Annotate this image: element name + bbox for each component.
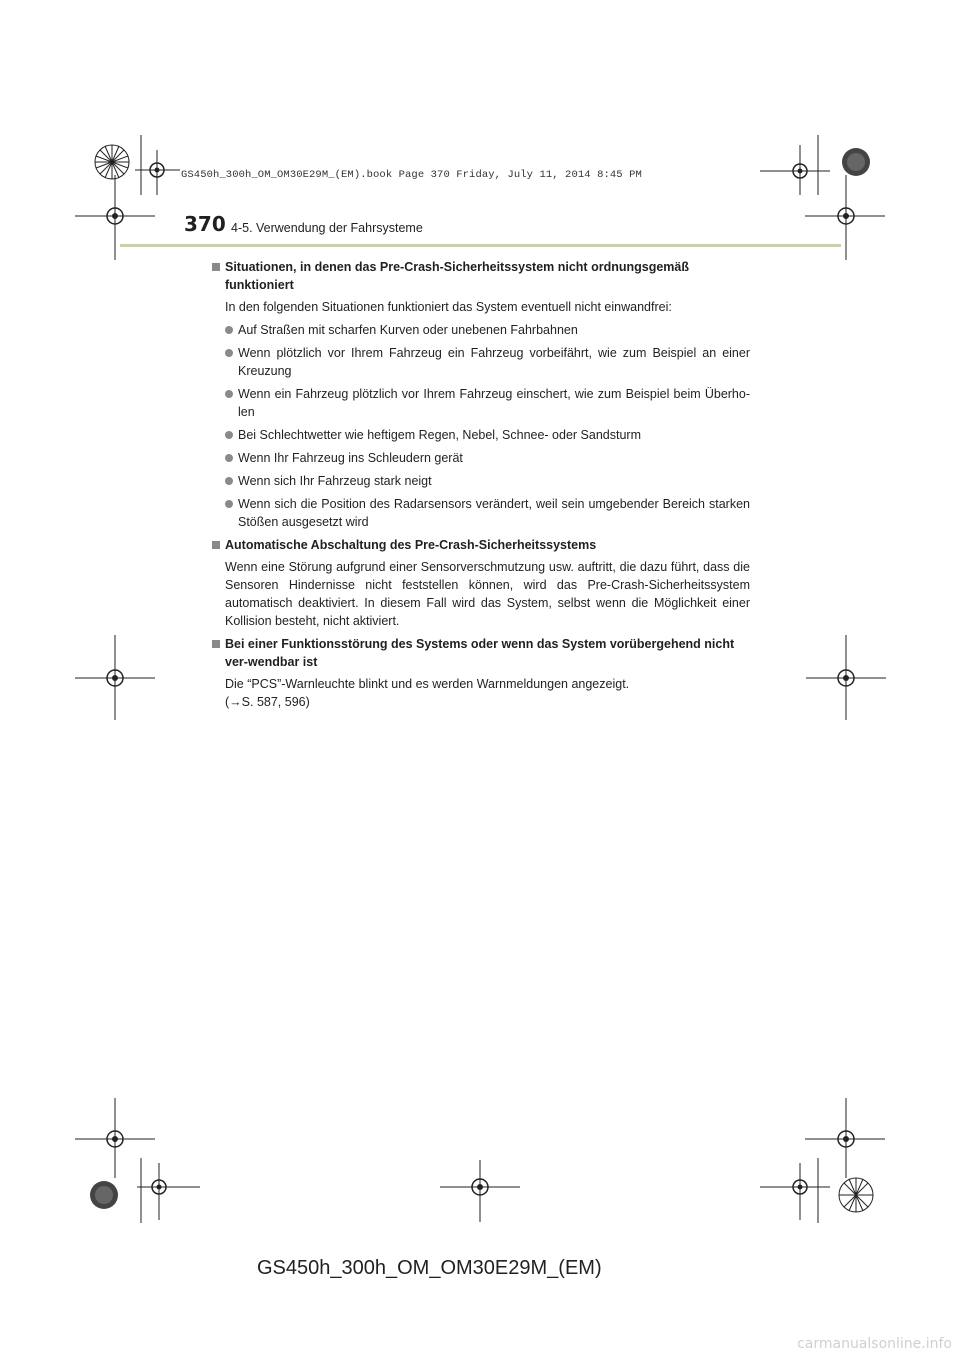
list-item-text: Wenn Ihr Fahrzeug ins Schleudern gerät (238, 451, 463, 465)
section-heading (212, 536, 750, 554)
list-item (212, 385, 750, 421)
circle-bullet-icon (225, 390, 233, 398)
document-id: GS450h_300h_OM_OM30E29M_(EM) (257, 1257, 602, 1279)
circle-bullet-icon (225, 454, 233, 462)
page-reference-link[interactable]: (→S. 587, 596) (225, 695, 310, 709)
registration-mark-bottom-right (760, 1098, 885, 1223)
registration-mark-mid-left (75, 635, 155, 720)
book-info-line: GS450h_300h_OM_OM30E29M_(EM).book Page 370 Friday, July 11, 2014 8:45 PM (181, 169, 642, 181)
circle-bullet-icon (225, 349, 233, 357)
list-item (212, 449, 750, 467)
section-heading (212, 635, 750, 671)
paragraph-text: Die “PCS”-Warnleuchte blinkt und es werden Warnmeldungen angezeigt. (225, 677, 630, 691)
list-item (212, 426, 750, 444)
circle-bullet-icon (225, 477, 233, 485)
heading-text: Situationen, in denen das Pre-Crash-Sicherheitssystem nicht ordnungsgemäß funktioniert (225, 260, 689, 292)
list-item-text: Bei Schlechtwetter wie heftigem Regen, Nebel, Schnee- oder Sandsturm (238, 428, 641, 442)
list-item-text: Wenn ein Fahrzeug plötzlich vor Ihrem Fahrzeug einschert, wie zum Beispiel beim Überho-len (238, 387, 750, 419)
heading-text: Automatische Abschaltung des Pre-Crash-Sicherheitssystems (225, 538, 597, 552)
square-bullet-icon (212, 263, 220, 271)
square-bullet-icon (212, 541, 220, 549)
registration-mark-bottom-left (75, 1098, 205, 1223)
list-item (212, 495, 750, 531)
page-content (212, 255, 750, 711)
list-item-text: Wenn sich die Position des Radarsensors verändert, weil sein umgebender Bereich starken Stößen ausgesetzt wird (238, 497, 750, 529)
list-item (212, 472, 750, 490)
circle-bullet-icon (225, 431, 233, 439)
section-title: 4-5. Verwendung der Fahrsysteme (231, 221, 423, 235)
header-rule (120, 244, 841, 247)
paragraph (212, 675, 750, 711)
registration-mark-bottom-center (440, 1160, 520, 1225)
paragraph: In den folgenden Situationen funktioniert das System eventuell nicht einwandfrei: (225, 300, 672, 314)
circle-bullet-icon (225, 500, 233, 508)
section-heading (212, 258, 750, 294)
square-bullet-icon (212, 640, 220, 648)
paragraph: Wenn eine Störung aufgrund einer Sensorverschmutzung usw. auftritt, die dazu führt, dass die Sensoren Hindernisse nicht feststellen können, wird das Pre-Crash-Sicherheitssystem automatisch deaktiviert. In diesem Fall wird das System, selbst wenn die Möglichkeit einer Kollision besteht, nicht aktiviert. (225, 560, 750, 628)
registration-mark-top-right (760, 135, 885, 260)
heading-text: Bei einer Funktionsstörung des Systems oder wenn das System vorübergehend nicht ver-wendbar ist (225, 637, 735, 669)
list-item-text: Auf Straßen mit scharfen Kurven oder unebenen Fahrbahnen (238, 323, 578, 337)
circle-bullet-icon (225, 326, 233, 334)
list-item (212, 344, 750, 380)
page-number: 370 (184, 212, 226, 236)
registration-mark-mid-right (806, 635, 886, 720)
list-item-text: Wenn plötzlich vor Ihrem Fahrzeug ein Fahrzeug vorbeifährt, wie zum Beispiel an einer Kreuzung (238, 346, 750, 378)
list-item (212, 321, 750, 339)
watermark: carmanualsonline.info (797, 1336, 952, 1352)
list-item-text: Wenn sich Ihr Fahrzeug stark neigt (238, 474, 432, 488)
